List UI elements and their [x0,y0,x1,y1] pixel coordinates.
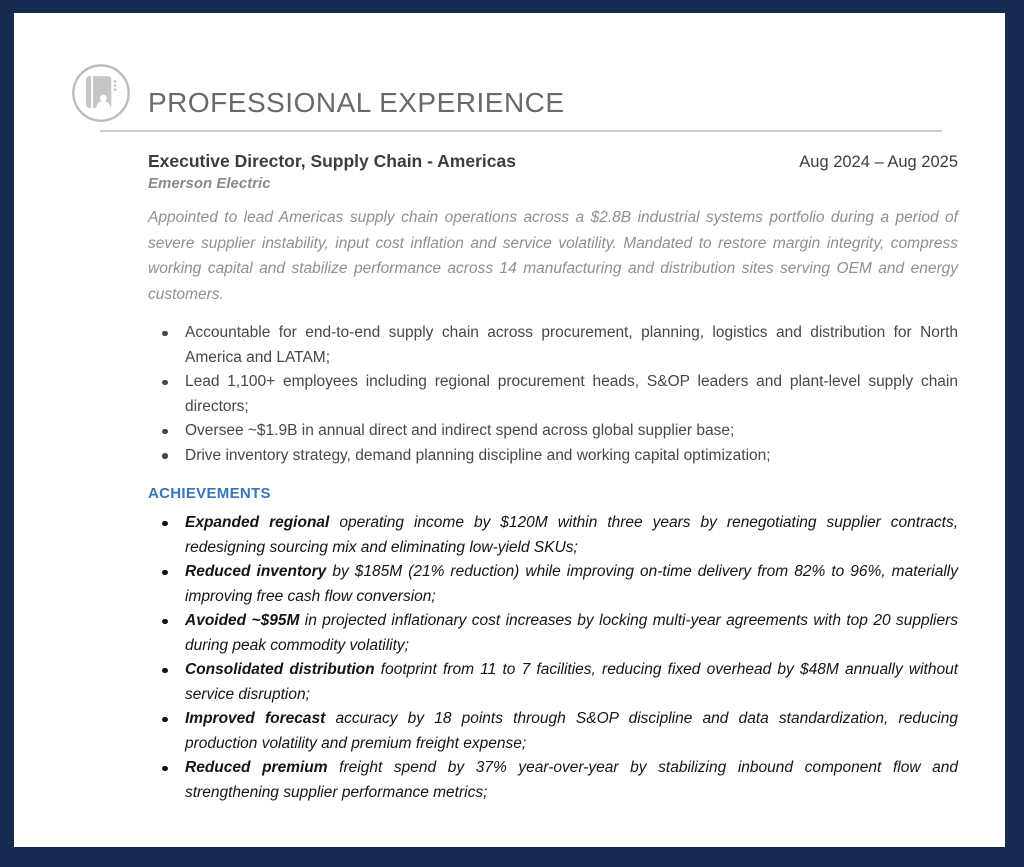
achievement-lead: Reduced premium [185,759,328,776]
responsibility-item [148,321,958,370]
achievement-text [185,609,958,658]
achievement-item [148,658,958,707]
achievement-rest: by $185M (21% reduction) while improving on-time delivery from 82% to 96%, materially improving free cash flow conversion; [185,563,958,605]
achievement-item [148,707,958,756]
achievement-rest: accuracy by 18 points through S&OP discipline and data standardization, reducing production volatility and premium freight expense; [185,710,958,752]
section-divider [100,130,942,132]
achievement-lead: Reduced inventory [185,563,327,580]
responsibility-item [148,419,958,444]
responsibility-text: Drive inventory strategy, demand planning discipline and working capital optimization; [185,446,771,464]
bullet-dot [148,419,185,444]
achievement-lead: Avoided ~$95M [185,612,300,629]
achievement-text [185,707,958,756]
achievement-lead: Expanded regional [185,514,330,531]
resume-page [14,13,1005,847]
achievement-text [185,511,958,560]
achievements-list [148,511,958,805]
job-summary: Appointed to lead Americas supply chain operations across a $2.8B industrial systems portfolio during a period of severe supplier instability, input cost inflation and service volatility. Mandated to restore margin integrity, compress working capital and stabilize performance across 14 manufacturing and distribution sites serving OEM and energy customers. [148,209,958,303]
achievement-item [148,756,958,805]
bullet-dot [148,560,185,609]
achievement-lead: Consolidated distribution [185,661,375,678]
achievement-item [148,609,958,658]
experience-section-icon [71,63,131,123]
achievement-item [148,560,958,609]
achievement-rest: footprint from 11 to 7 facilities, reducing fixed overhead by $48M annually without service disruption; [185,661,959,703]
responsibility-text: Accountable for end-to-end supply chain across procurement, planning, logistics and distribution for North America and LATAM; [185,324,958,366]
section-title: PROFESSIONAL EXPERIENCE [148,87,565,118]
achievement-text [185,756,958,805]
job-header-row [148,151,958,172]
achievement-rest: operating income by $120M within three years by renegotiating supplier contracts, redesigning sourcing mix and eliminating low-yield SKUs; [185,514,958,556]
bullet-dot [148,321,185,370]
job-entry [148,143,958,805]
achievement-item [148,511,958,560]
bullet-dot [148,444,185,469]
bullet-dot [148,658,185,707]
bullet-dot [148,707,185,756]
responsibilities-list [148,321,958,468]
bullet-dot [148,609,185,658]
bullet-dot [148,511,185,560]
job-title: Executive Director, Supply Chain - Americas [148,151,516,171]
achievement-text [185,560,958,609]
achievements-heading: ACHIEVEMENTS [148,485,271,502]
achievement-text [185,658,958,707]
bullet-dot [148,756,185,805]
responsibility-text: Lead 1,100+ employees including regional procurement heads, S&OP leaders and plant-level supply chain directors; [185,373,958,415]
job-company: Emerson Electric [148,175,271,192]
responsibility-item [148,370,958,419]
achievement-rest: freight spend by 37% year-over-year by stabilizing inbound component flow and strengthening supplier performance metrics; [185,759,958,801]
job-dates: Aug 2024 – Aug 2025 [799,153,958,171]
achievement-rest: in projected inflationary cost increases by locking multi-year agreements with top 20 suppliers during peak commodity volatility; [185,612,958,654]
responsibility-item [148,444,958,469]
achievement-lead: Improved forecast [185,710,326,727]
bullet-dot [148,370,185,419]
responsibility-text: Oversee ~$1.9B in annual direct and indirect spend across global supplier base; [185,422,735,439]
